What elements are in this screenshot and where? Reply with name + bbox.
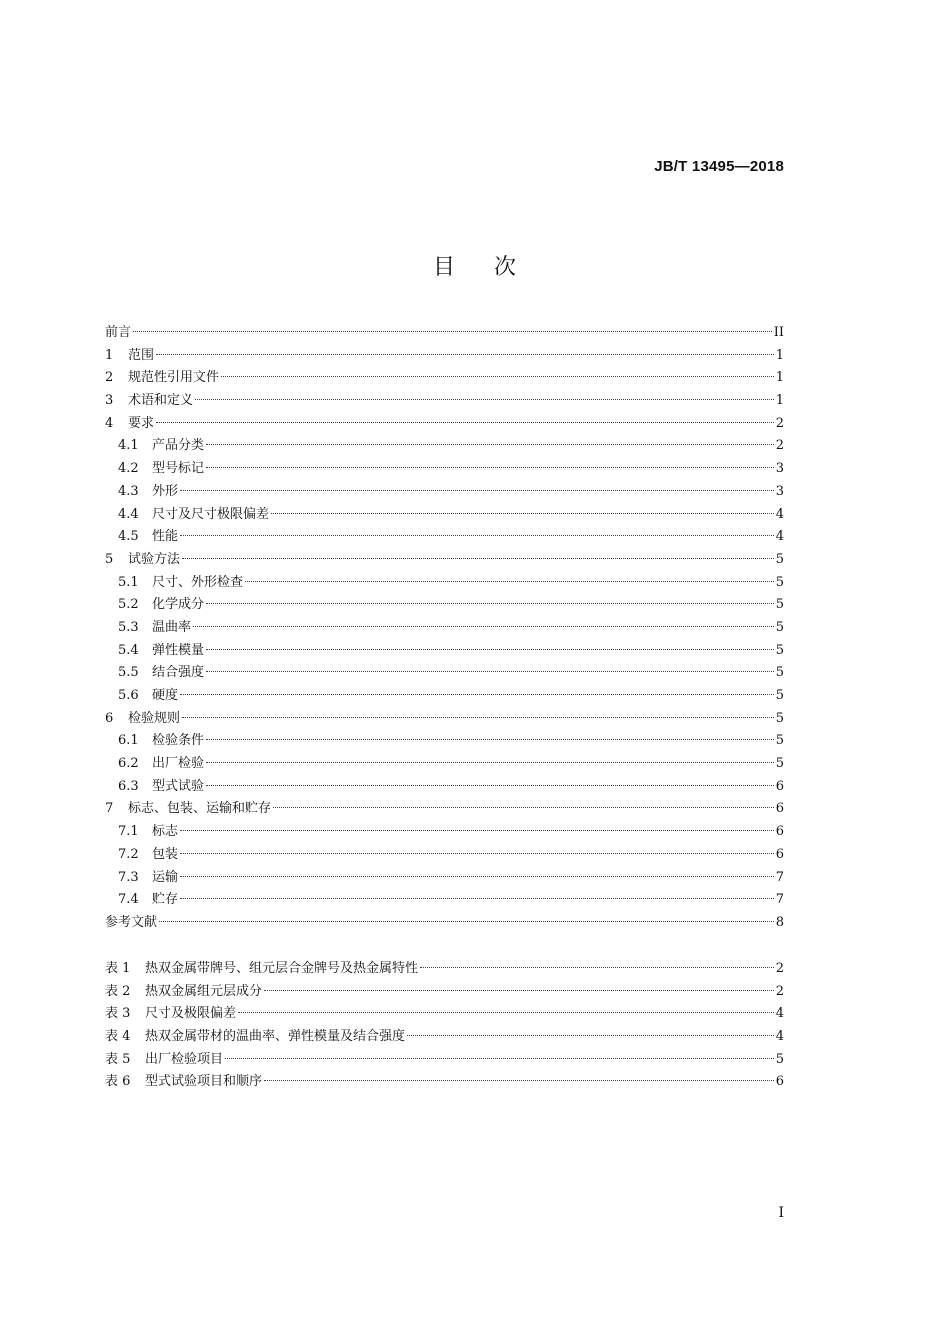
toc-entry[interactable] bbox=[105, 867, 784, 890]
table-entry[interactable] bbox=[105, 1071, 784, 1094]
toc-entry-number: 4.1 bbox=[118, 438, 139, 454]
toc-entry-page: 5 bbox=[775, 642, 784, 658]
toc-entry-page: 1 bbox=[775, 393, 784, 409]
toc-entry[interactable] bbox=[105, 413, 784, 436]
toc-entry[interactable] bbox=[105, 912, 784, 935]
toc-entry-label: 包装 bbox=[152, 846, 179, 862]
toc-entry-label: 运输 bbox=[152, 869, 179, 885]
toc-entry[interactable] bbox=[105, 549, 784, 572]
table-entry-number: 表 6 bbox=[105, 1074, 131, 1090]
toc-entry-label: 要求 bbox=[128, 415, 155, 431]
toc-entry-page: 5 bbox=[775, 574, 784, 590]
toc-entry-label: 外形 bbox=[152, 483, 179, 499]
toc-entry-number: 4 bbox=[105, 415, 114, 431]
title-char-2: 次 bbox=[494, 255, 518, 280]
toc-entry-page: 5 bbox=[775, 665, 784, 681]
toc-entry[interactable] bbox=[105, 345, 784, 368]
table-entry-number: 表 2 bbox=[105, 983, 131, 999]
table-entry[interactable] bbox=[105, 1003, 784, 1026]
toc-entry[interactable] bbox=[105, 572, 784, 595]
table-entry-page: 2 bbox=[775, 961, 784, 976]
toc-entry-page: 7 bbox=[775, 892, 784, 908]
toc-entry-number: 5.4 bbox=[118, 642, 139, 658]
toc-entry-label: 温曲率 bbox=[152, 619, 192, 635]
table-entry-number: 表 5 bbox=[105, 1051, 131, 1067]
table-list bbox=[105, 958, 784, 1094]
toc-entry[interactable] bbox=[105, 640, 784, 663]
toc-entry-page: 5 bbox=[775, 597, 784, 613]
toc-entry-label: 试验方法 bbox=[128, 551, 181, 567]
toc-entry-page: 2 bbox=[775, 415, 784, 431]
table-entry[interactable] bbox=[105, 1026, 784, 1049]
toc-entry-number: 3 bbox=[105, 393, 114, 409]
toc-entry[interactable] bbox=[105, 844, 784, 867]
toc-entry-label: 术语和定义 bbox=[128, 393, 194, 409]
table-entry-label: 热双金属带材的温曲率、弹性模量及结合强度 bbox=[145, 1029, 406, 1045]
table-entry-label: 热双金属组元层成分 bbox=[145, 983, 263, 999]
table-entry-page: 5 bbox=[775, 1051, 784, 1067]
table-entry[interactable] bbox=[105, 981, 784, 1004]
toc-entry-label: 前言 bbox=[105, 325, 132, 340]
toc-entry-number: 5.6 bbox=[118, 688, 139, 703]
toc-entry-page: II bbox=[773, 325, 784, 340]
toc-entry-label: 贮存 bbox=[152, 892, 179, 908]
toc-entry-number: 5.2 bbox=[118, 597, 139, 613]
toc-entry-label: 硬度 bbox=[152, 688, 179, 703]
toc-entry-page: 8 bbox=[775, 914, 784, 930]
toc-entry-label: 范围 bbox=[128, 347, 155, 363]
toc-entry[interactable] bbox=[105, 730, 784, 753]
toc-entry-number: 4.5 bbox=[118, 529, 139, 545]
toc-entry-number: 2 bbox=[105, 370, 114, 386]
table-entry[interactable] bbox=[105, 958, 784, 981]
toc-entry-number: 7 bbox=[105, 801, 114, 817]
toc-entry-number: 6 bbox=[105, 710, 114, 726]
table-entry-label: 热双金属带牌号、组元层合金牌号及热金属特性 bbox=[145, 961, 419, 976]
toc-entry[interactable] bbox=[105, 821, 784, 844]
toc-entry-label: 尺寸及尺寸极限偏差 bbox=[152, 506, 270, 522]
toc-list bbox=[105, 322, 784, 935]
toc-entry-label: 产品分类 bbox=[152, 438, 205, 454]
toc-entry-number: 6.2 bbox=[118, 756, 139, 772]
toc-entry-label: 性能 bbox=[152, 529, 179, 545]
toc-entry-page: 4 bbox=[775, 506, 784, 522]
toc-entry-number: 5.5 bbox=[118, 665, 139, 681]
toc-entry-label: 规范性引用文件 bbox=[128, 370, 220, 386]
toc-entry[interactable] bbox=[105, 322, 784, 345]
table-entry-page: 4 bbox=[775, 1029, 784, 1045]
table-entry-label: 出厂检验项目 bbox=[145, 1051, 224, 1067]
toc-entry-page: 5 bbox=[775, 551, 784, 567]
toc-entry[interactable] bbox=[105, 481, 784, 504]
toc-entry-number: 1 bbox=[105, 347, 114, 363]
toc-entry[interactable] bbox=[105, 458, 784, 481]
toc-entry[interactable] bbox=[105, 708, 784, 731]
toc-entry-page: 1 bbox=[775, 370, 784, 386]
toc-entry-page: 5 bbox=[775, 710, 784, 726]
toc-entry[interactable] bbox=[105, 662, 784, 685]
table-entry-page: 4 bbox=[775, 1006, 784, 1022]
toc-entry-page: 7 bbox=[775, 869, 784, 885]
toc-entry-page: 5 bbox=[775, 733, 784, 749]
toc-entry-label: 参考文献 bbox=[105, 914, 158, 930]
toc-entry-number: 5 bbox=[105, 551, 114, 567]
toc-entry[interactable] bbox=[105, 435, 784, 458]
toc-entry[interactable] bbox=[105, 685, 784, 708]
standard-code: JB/T 13495—2018 bbox=[654, 158, 784, 175]
toc-entry[interactable] bbox=[105, 594, 784, 617]
toc-entry-number: 6.1 bbox=[118, 733, 139, 749]
toc-entry-label: 化学成分 bbox=[152, 597, 205, 613]
toc-entry-page: 4 bbox=[775, 529, 784, 545]
toc-entry[interactable] bbox=[105, 504, 784, 527]
toc-entry-page: 3 bbox=[775, 483, 784, 499]
table-entry-page: 6 bbox=[775, 1074, 784, 1090]
toc-entry-page: 6 bbox=[775, 778, 784, 794]
toc-entry-label: 标志 bbox=[152, 824, 179, 840]
toc-entry-number: 7.4 bbox=[118, 892, 139, 908]
toc-entry-number: 6.3 bbox=[118, 778, 139, 794]
toc-entry-label: 标志、包装、运输和贮存 bbox=[128, 801, 272, 817]
toc-entry-label: 检验条件 bbox=[152, 733, 205, 749]
table-entry[interactable] bbox=[105, 1049, 784, 1072]
toc-entry[interactable] bbox=[105, 526, 784, 549]
toc-entry[interactable] bbox=[105, 798, 784, 821]
toc-entry-page: 6 bbox=[775, 846, 784, 862]
toc-entry-number: 7.3 bbox=[118, 869, 139, 885]
toc-entry-page: 6 bbox=[775, 801, 784, 817]
toc-entry-label: 检验规则 bbox=[128, 710, 181, 726]
toc-entry-label: 弹性模量 bbox=[152, 642, 205, 658]
toc-entry-number: 5.3 bbox=[118, 619, 139, 635]
toc-entry-number: 5.1 bbox=[118, 574, 139, 590]
table-entry-number: 表 1 bbox=[105, 961, 131, 976]
toc-entry-page: 5 bbox=[775, 688, 784, 703]
toc-entry[interactable] bbox=[105, 889, 784, 912]
table-entry-number: 表 4 bbox=[105, 1029, 131, 1045]
table-entry-label: 型式试验项目和顺序 bbox=[145, 1074, 263, 1090]
toc-entry-number: 7.1 bbox=[118, 824, 139, 840]
toc-entry-number: 4.2 bbox=[118, 461, 139, 477]
toc-entry-page: 5 bbox=[775, 756, 784, 772]
toc-entry-label: 出厂检验 bbox=[152, 756, 205, 772]
toc-entry-number: 4.3 bbox=[118, 483, 139, 499]
toc-entry-label: 型式试验 bbox=[152, 778, 205, 794]
toc-entry-label: 尺寸、外形检查 bbox=[152, 574, 244, 590]
toc-entry[interactable] bbox=[105, 617, 784, 640]
toc-entry-number: 7.2 bbox=[118, 846, 139, 862]
table-entry-number: 表 3 bbox=[105, 1006, 131, 1022]
toc-entry[interactable] bbox=[105, 367, 784, 390]
toc-entry-page: 5 bbox=[775, 619, 784, 635]
toc-entry-number: 4.4 bbox=[118, 506, 139, 522]
toc-entry-page: 3 bbox=[775, 461, 784, 477]
toc-entry-label: 结合强度 bbox=[152, 665, 205, 681]
toc-entry-page: 1 bbox=[775, 347, 784, 363]
table-entry-page: 2 bbox=[775, 983, 784, 999]
toc-entry[interactable] bbox=[105, 390, 784, 413]
page-title bbox=[0, 250, 950, 281]
toc-entry-page: 6 bbox=[775, 824, 784, 840]
toc-entry[interactable] bbox=[105, 753, 784, 776]
table-entry-label: 尺寸及极限偏差 bbox=[145, 1006, 237, 1022]
toc-entry-label: 型号标记 bbox=[152, 461, 205, 477]
page-number: I bbox=[778, 1205, 784, 1221]
title-char-1: 目 bbox=[432, 255, 456, 280]
toc-entry-page: 2 bbox=[775, 438, 784, 454]
toc-entry[interactable] bbox=[105, 776, 784, 799]
